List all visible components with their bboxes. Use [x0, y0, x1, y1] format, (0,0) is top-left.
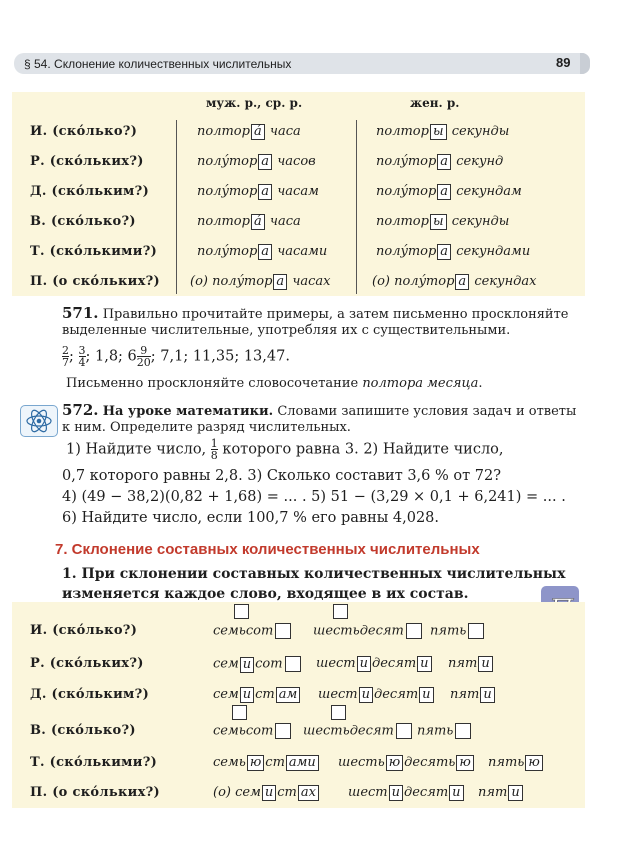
- case-label: Р. (ско́льких?): [30, 656, 144, 671]
- case-label: Д. (ско́льким?): [30, 184, 150, 199]
- fraction: $\frac{9}{20}$: [136, 344, 151, 369]
- exercise-571-task2: Письменно просклоняйте словосочетание полтора месяца.: [66, 376, 483, 391]
- table2-row: [0, 782, 600, 804]
- word-form: шест и десят и: [318, 687, 435, 703]
- word-form: пять: [417, 723, 471, 739]
- word-form: шесть ю десять ю: [338, 755, 475, 771]
- table2-row: [0, 684, 600, 706]
- case-label: Р. (ско́льких?): [30, 154, 144, 169]
- fraction: $\frac{1}{8}$: [210, 437, 218, 462]
- masc-form: полýтор а часами: [197, 244, 328, 259]
- exercise-572-line1: 1) Найдите число, $\frac{1}{8}$ которого равна 3. 2) Найдите число,: [66, 437, 504, 462]
- atom-icon: [20, 405, 58, 437]
- masc-form: полýтор а часам: [197, 184, 319, 199]
- word-form: семьсот: [213, 723, 291, 739]
- case-label: В. (ско́лько?): [30, 723, 136, 738]
- fem-form: полýтор а секундам: [376, 184, 522, 199]
- fem-form: (о) полýтор а секундах: [372, 274, 537, 289]
- table-divider: [176, 120, 177, 294]
- header-tab: [580, 53, 590, 74]
- examples-text: ; 7,1; 11,35; 13,47.: [150, 348, 290, 365]
- word-form: шестьдесят: [303, 723, 412, 739]
- table1-row: [0, 151, 600, 173]
- word-form: пят и: [448, 656, 494, 672]
- word-form: (о) сем и ст ах: [213, 785, 320, 801]
- table-divider: [356, 120, 357, 294]
- exercise-number: 571.: [62, 304, 99, 322]
- word-form: сем и ст ам: [213, 687, 301, 703]
- word-form: шест и десят и: [316, 656, 433, 672]
- exercise-572-line4: 6) Найдите число, если 100,7 % его равны 4,028.: [62, 510, 440, 526]
- ending-box-empty: [234, 604, 249, 619]
- table2-row: [0, 653, 600, 675]
- table1-row: [0, 181, 600, 203]
- word-form: семьсот: [213, 623, 291, 639]
- ending-box-empty: [331, 705, 346, 720]
- ending-box-empty: [232, 705, 247, 720]
- column-header-masc: муж. р., ср. р.: [206, 96, 303, 110]
- exercise-571-examples: $\frac{2}{7}$ ; $\frac{3}{4}$ ; 1,8; 6 $\frac{9}{20}$ ; 7,1; 11,35; 13,47.: [62, 344, 290, 369]
- exercise-572-line2: 0,7 которого равны 2,8. 3) Сколько составит 3,6 % от 72?: [62, 468, 501, 484]
- ending-box-empty: [333, 604, 348, 619]
- exercise-number: 572.: [62, 401, 99, 419]
- section-title: 7. Склонение составных количественных числительных: [55, 541, 480, 558]
- table2-row: [0, 752, 600, 774]
- case-label: П. (о ско́льких?): [30, 274, 160, 289]
- case-label: Д. (ско́льким?): [30, 687, 150, 702]
- table1-row: [0, 121, 600, 143]
- exercise-572-line3: 4) (49 − 38,2)(0,82 + 1,68) = ... . 5) 51 − (3,29 × 0,1 + 6,241) = ... .: [62, 489, 566, 505]
- word-form: шест и десят и: [348, 785, 465, 801]
- masc-form: полýтор а часов: [197, 154, 316, 169]
- exercise-instructions: Словами запишите условия задач и ответы к ним. Определите разряд числительных.: [62, 404, 577, 435]
- exercise-title: На уроке математики.: [102, 404, 274, 419]
- word-form: пят и: [450, 687, 496, 703]
- exercise-571-text: [62, 305, 577, 339]
- fraction: $\frac{3}{4}$: [78, 344, 86, 369]
- case-label: П. (о ско́льких?): [30, 785, 160, 800]
- table1-row: [0, 211, 600, 233]
- word-form: пят и: [478, 785, 524, 801]
- table2-row: [0, 620, 600, 642]
- examples-text: ; 1,8; 6: [85, 348, 137, 365]
- word-form: сем и сот: [213, 656, 301, 673]
- page-number: 89: [556, 55, 571, 70]
- exercise-instructions: Правильно прочитайте примеры, а затем письменно просклоняйте выделенные числительные, употребляя их с существительными.: [62, 307, 569, 338]
- fem-form: полтор ы секунды: [376, 124, 510, 139]
- masc-form: (о) полýтор а часах: [190, 274, 331, 289]
- header-title: § 54. Склонение количественных числительных: [24, 57, 292, 71]
- fem-form: полтор ы секунды: [376, 214, 510, 229]
- exercise-572-text: [62, 402, 577, 436]
- word-form: шестьдесят: [313, 623, 422, 639]
- case-label: В. (ско́лько?): [30, 214, 136, 229]
- case-label: Т. (ско́лькими?): [30, 755, 158, 770]
- column-header-fem: жен. р.: [410, 96, 460, 110]
- rule-text: 1. При склонении составных количественных числительных изменяется каждое слово, входящее в их состав.: [62, 566, 566, 602]
- masc-form: полтор á часа: [197, 124, 301, 139]
- fem-form: полýтор а секунд: [376, 154, 504, 169]
- fraction: $\frac{2}{7}$: [62, 344, 69, 369]
- case-label: Т. (ско́лькими?): [30, 244, 158, 259]
- table2-row: [0, 720, 600, 742]
- case-label: И. (ско́лько?): [30, 623, 138, 638]
- table1-row: [0, 271, 600, 293]
- word-form: пять ю: [488, 755, 544, 771]
- table1-row: [0, 241, 600, 263]
- case-label: И. (ско́лько?): [30, 124, 138, 139]
- masc-form: полтор á часа: [197, 214, 301, 229]
- word-form: семь ю ст ами: [213, 755, 320, 771]
- fem-form: полýтор а секундами: [376, 244, 531, 259]
- word-form: пять: [430, 623, 484, 639]
